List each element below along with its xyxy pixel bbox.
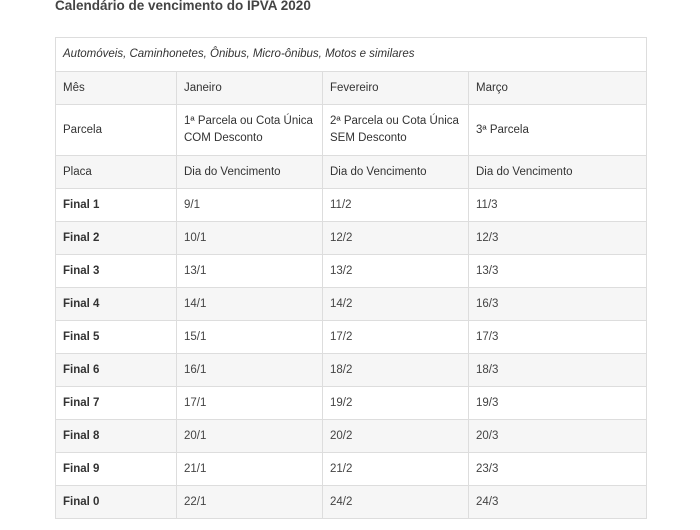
feb-cell: 17/2	[323, 321, 469, 354]
mar-cell: 11/3	[469, 189, 647, 222]
table-row	[56, 222, 647, 255]
jan-cell: 14/1	[177, 288, 323, 321]
mar-cell: 20/3	[469, 420, 647, 453]
jan-cell: 16/1	[177, 354, 323, 387]
placa-mar-cell: Dia do Vencimento	[469, 156, 647, 189]
table-row	[56, 321, 647, 354]
month-mar-cell: Março	[469, 72, 647, 105]
placa-jan-cell: Dia do Vencimento	[177, 156, 323, 189]
placa-cell: Final 6	[56, 354, 177, 387]
feb-cell: 19/2	[323, 387, 469, 420]
mar-cell: 12/3	[469, 222, 647, 255]
mar-cell: 18/3	[469, 354, 647, 387]
placa-cell: Final 9	[56, 453, 177, 486]
feb-cell: 13/2	[323, 255, 469, 288]
mar-cell: 17/3	[469, 321, 647, 354]
jan-cell: 13/1	[177, 255, 323, 288]
table-row	[56, 486, 647, 519]
jan-cell: 9/1	[177, 189, 323, 222]
feb-cell: 20/2	[323, 420, 469, 453]
placa-cell: Final 4	[56, 288, 177, 321]
feb-cell: 11/2	[323, 189, 469, 222]
vehicle-types-cell: Automóveis, Caminhonetes, Ônibus, Micro-ônibus, Motos e similares	[56, 38, 647, 72]
feb-cell: 12/2	[323, 222, 469, 255]
table-row	[56, 288, 647, 321]
jan-cell: 21/1	[177, 453, 323, 486]
table-row	[56, 189, 647, 222]
mar-cell: 16/3	[469, 288, 647, 321]
mar-cell: 19/3	[469, 387, 647, 420]
jan-cell: 22/1	[177, 486, 323, 519]
vehicle-types-row	[56, 38, 647, 72]
jan-cell: 10/1	[177, 222, 323, 255]
placa-cell: Final 2	[56, 222, 177, 255]
placa-header-row	[56, 156, 647, 189]
month-feb-cell: Fevereiro	[323, 72, 469, 105]
ipva-calendar-table	[55, 37, 647, 519]
parcela-row	[56, 105, 647, 156]
placa-cell: Final 0	[56, 486, 177, 519]
month-label-cell: Mês	[56, 72, 177, 105]
feb-cell: 24/2	[323, 486, 469, 519]
placa-feb-cell: Dia do Vencimento	[323, 156, 469, 189]
table-row	[56, 387, 647, 420]
mar-cell: 13/3	[469, 255, 647, 288]
mar-cell: 23/3	[469, 453, 647, 486]
placa-label-cell: Placa	[56, 156, 177, 189]
mar-cell: 24/3	[469, 486, 647, 519]
feb-cell: 18/2	[323, 354, 469, 387]
feb-cell: 14/2	[323, 288, 469, 321]
month-row	[56, 72, 647, 105]
parcela-mar-cell: 3ª Parcela	[469, 105, 647, 156]
month-jan-cell: Janeiro	[177, 72, 323, 105]
placa-cell: Final 5	[56, 321, 177, 354]
parcela-feb-cell: 2ª Parcela ou Cota Única SEM Desconto	[323, 105, 469, 156]
table-row	[56, 453, 647, 486]
placa-cell: Final 7	[56, 387, 177, 420]
table-row	[56, 255, 647, 288]
placa-cell: Final 3	[56, 255, 177, 288]
jan-cell: 17/1	[177, 387, 323, 420]
table-row	[56, 354, 647, 387]
jan-cell: 20/1	[177, 420, 323, 453]
table-row	[56, 420, 647, 453]
placa-cell: Final 8	[56, 420, 177, 453]
jan-cell: 15/1	[177, 321, 323, 354]
parcela-jan-cell: 1ª Parcela ou Cota Única COM Desconto	[177, 105, 323, 156]
parcela-label-cell: Parcela	[56, 105, 177, 156]
page-title: Calendário de vencimento do IPVA 2020	[55, 0, 311, 13]
feb-cell: 21/2	[323, 453, 469, 486]
placa-cell: Final 1	[56, 189, 177, 222]
